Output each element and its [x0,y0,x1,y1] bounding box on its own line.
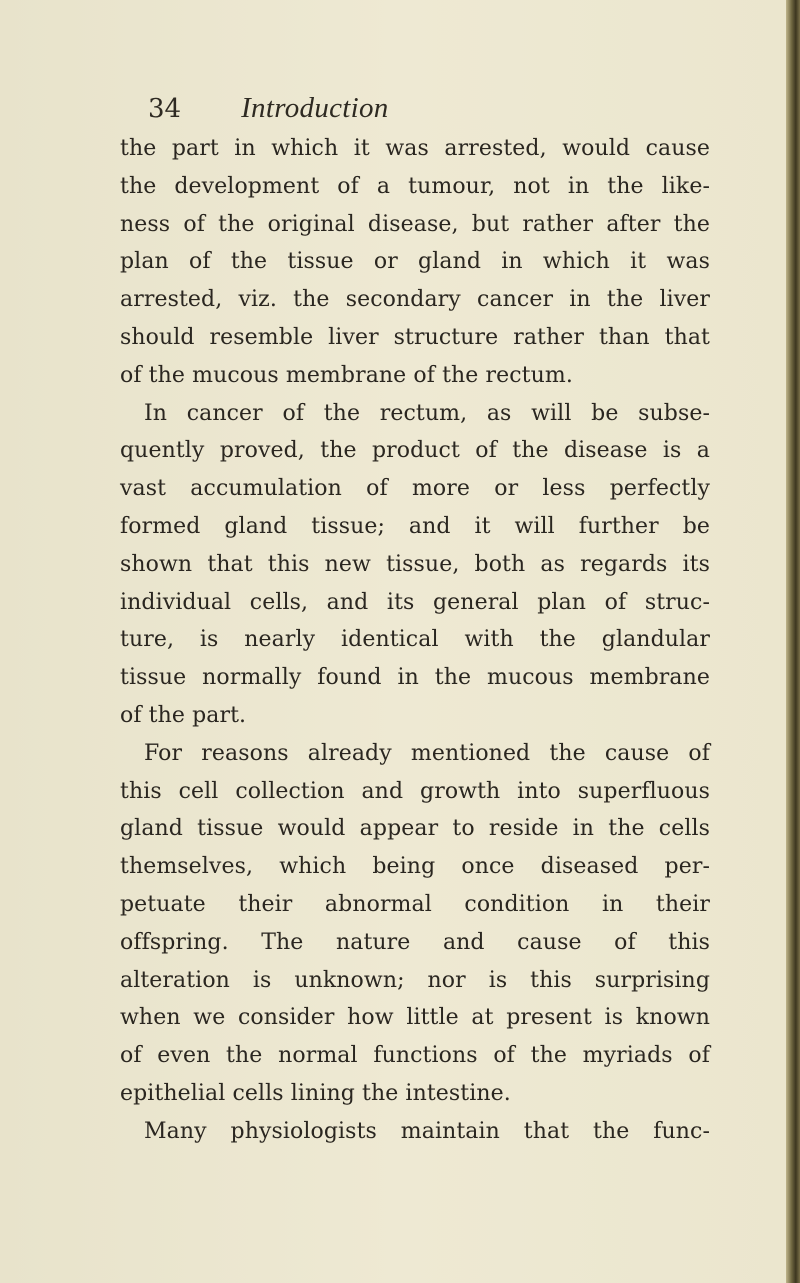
text-line: petuate their abnormal condition in their [120,891,710,917]
text-line: alteration is unknown; nor is this surprising [120,967,710,993]
text-line: of even the normal functions of the myriads of [120,1043,710,1069]
paragraph-start-line: For reasons already mentioned the cause of [144,740,710,766]
text-line: the part in which it was arrested, would cause [120,136,710,161]
text-line: vast accumulation of more or less perfectly [120,476,710,502]
text-line: tissue normally found in the mucous membrane [120,665,710,691]
text-line: should resemble liver structure rather than that [120,324,710,350]
text-line: themselves, which being once diseased per- [120,854,710,880]
text-line: shown that this new tissue, both as regards its [120,551,710,577]
page-edge-shadow [786,0,800,1283]
body-text [120,130,710,1151]
paragraph-start-line: Many physiologists maintain that the func- [144,1118,710,1144]
text-line: this cell collection and growth into superfluous [120,778,710,804]
text-line: arrested, viz. the secondary cancer in the liver [120,287,710,313]
text-line: plan of the tissue or gland in which it was [120,249,710,275]
page-number: 34 [148,94,182,124]
text-line: epithelial cells lining the intestine. [120,1080,511,1106]
text-line: quently proved, the product of the disease is a [120,438,710,464]
page-header [148,92,389,132]
text-line: formed gland tissue; and it will further be [120,513,710,539]
text-line: gland tissue would appear to reside in the cells [120,816,710,842]
text-line: of the part. [120,702,247,728]
text-line: of the mucous membrane of the rectum. [120,362,573,388]
text-line: ture, is nearly identical with the glandular [120,627,710,653]
text-line: when we consider how little at present is known [120,1005,710,1031]
running-title: Introduction [241,92,389,124]
paragraph-start-line: In cancer of the rectum, as will be subse- [144,400,710,426]
text-line: the development of a tumour, not in the like- [120,173,710,199]
text-line: offspring. The nature and cause of this [120,929,710,955]
text-line: individual cells, and its general plan of struc- [120,589,710,615]
text-line: ness of the original disease, but rather after the [120,211,710,237]
